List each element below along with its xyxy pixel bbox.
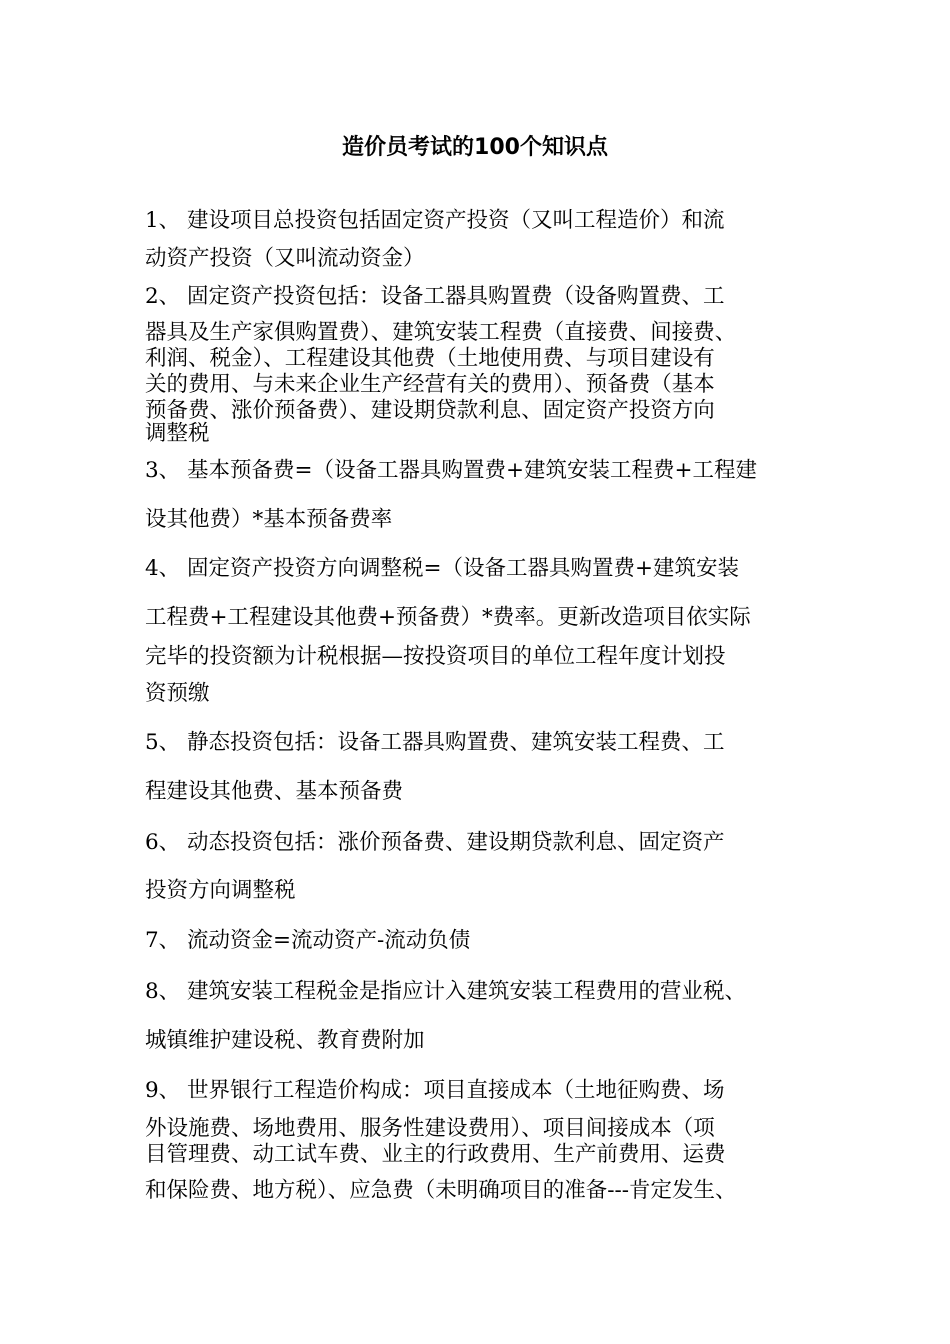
text-line: 5、 静态投资包括：设备工器具购置费、建筑安装工程费、工 [145, 730, 725, 755]
text-line: 完毕的投资额为计税根据—按投资项目的单位工程年度计划投 [145, 644, 726, 669]
text-line: 器具及生产家俱购置费）、建筑安装工程费（直接费、间接费、 [145, 320, 737, 345]
text-line: 程建设其他费、基本预备费 [145, 779, 404, 804]
text-line: 利润、税金）、工程建设其他费（土地使用费、与项目建设有 [145, 346, 715, 371]
text-line: 8、 建筑安装工程税金是指应计入建筑安装工程费用的营业税、 [145, 979, 747, 1004]
text-line: 预备费、涨价预备费）、建设期贷款利息、固定资产投资方向 [145, 398, 715, 423]
text-line: 9、 世界银行工程造价构成：项目直接成本（土地征购费、场 [145, 1078, 725, 1103]
text-line: 6、 动态投资包括：涨价预备费、建设期贷款利息、固定资产 [145, 830, 725, 855]
text-line: 2、 固定资产投资包括：设备工器具购置费（设备购置费、工 [145, 284, 725, 309]
document-title: 造价员考试的100个知识点 [342, 135, 608, 160]
text-line: 城镇维护建设税、教育费附加 [145, 1028, 425, 1053]
text-line: 调整税 [145, 421, 210, 446]
text-line: 目管理费、动工试车费、业主的行政费用、生产前费用、运费 [145, 1142, 726, 1167]
text-line: 和保险费、地方税）、应急费（未明确项目的准备---肯定发生、 [145, 1178, 737, 1203]
text-line: 工程费+工程建设其他费+预备费）*费率。更新改造项目依实际 [145, 605, 751, 630]
text-line: 关的费用、与未来企业生产经营有关的费用）、预备费（基本 [145, 372, 715, 397]
text-line: 设其他费）*基本预备费率 [145, 507, 393, 532]
text-line: 7、 流动资金=流动资产-流动负债 [145, 928, 471, 953]
text-line: 3、 基本预备费=（设备工器具购置费+建筑安装工程费+工程建 [145, 458, 758, 483]
text-line: 投资方向调整税 [145, 878, 296, 903]
text-line: 外设施费、场地费用、服务性建设费用）、项目间接成本（项 [145, 1116, 715, 1141]
text-line: 动资产投资（又叫流动资金） [145, 246, 425, 271]
text-line: 资预缴 [145, 681, 210, 706]
text-line: 4、 固定资产投资方向调整税=（设备工器具购置费+建筑安装 [145, 556, 740, 581]
text-line: 1、 建设项目总投资包括固定资产投资（又叫工程造价）和流 [145, 208, 725, 233]
